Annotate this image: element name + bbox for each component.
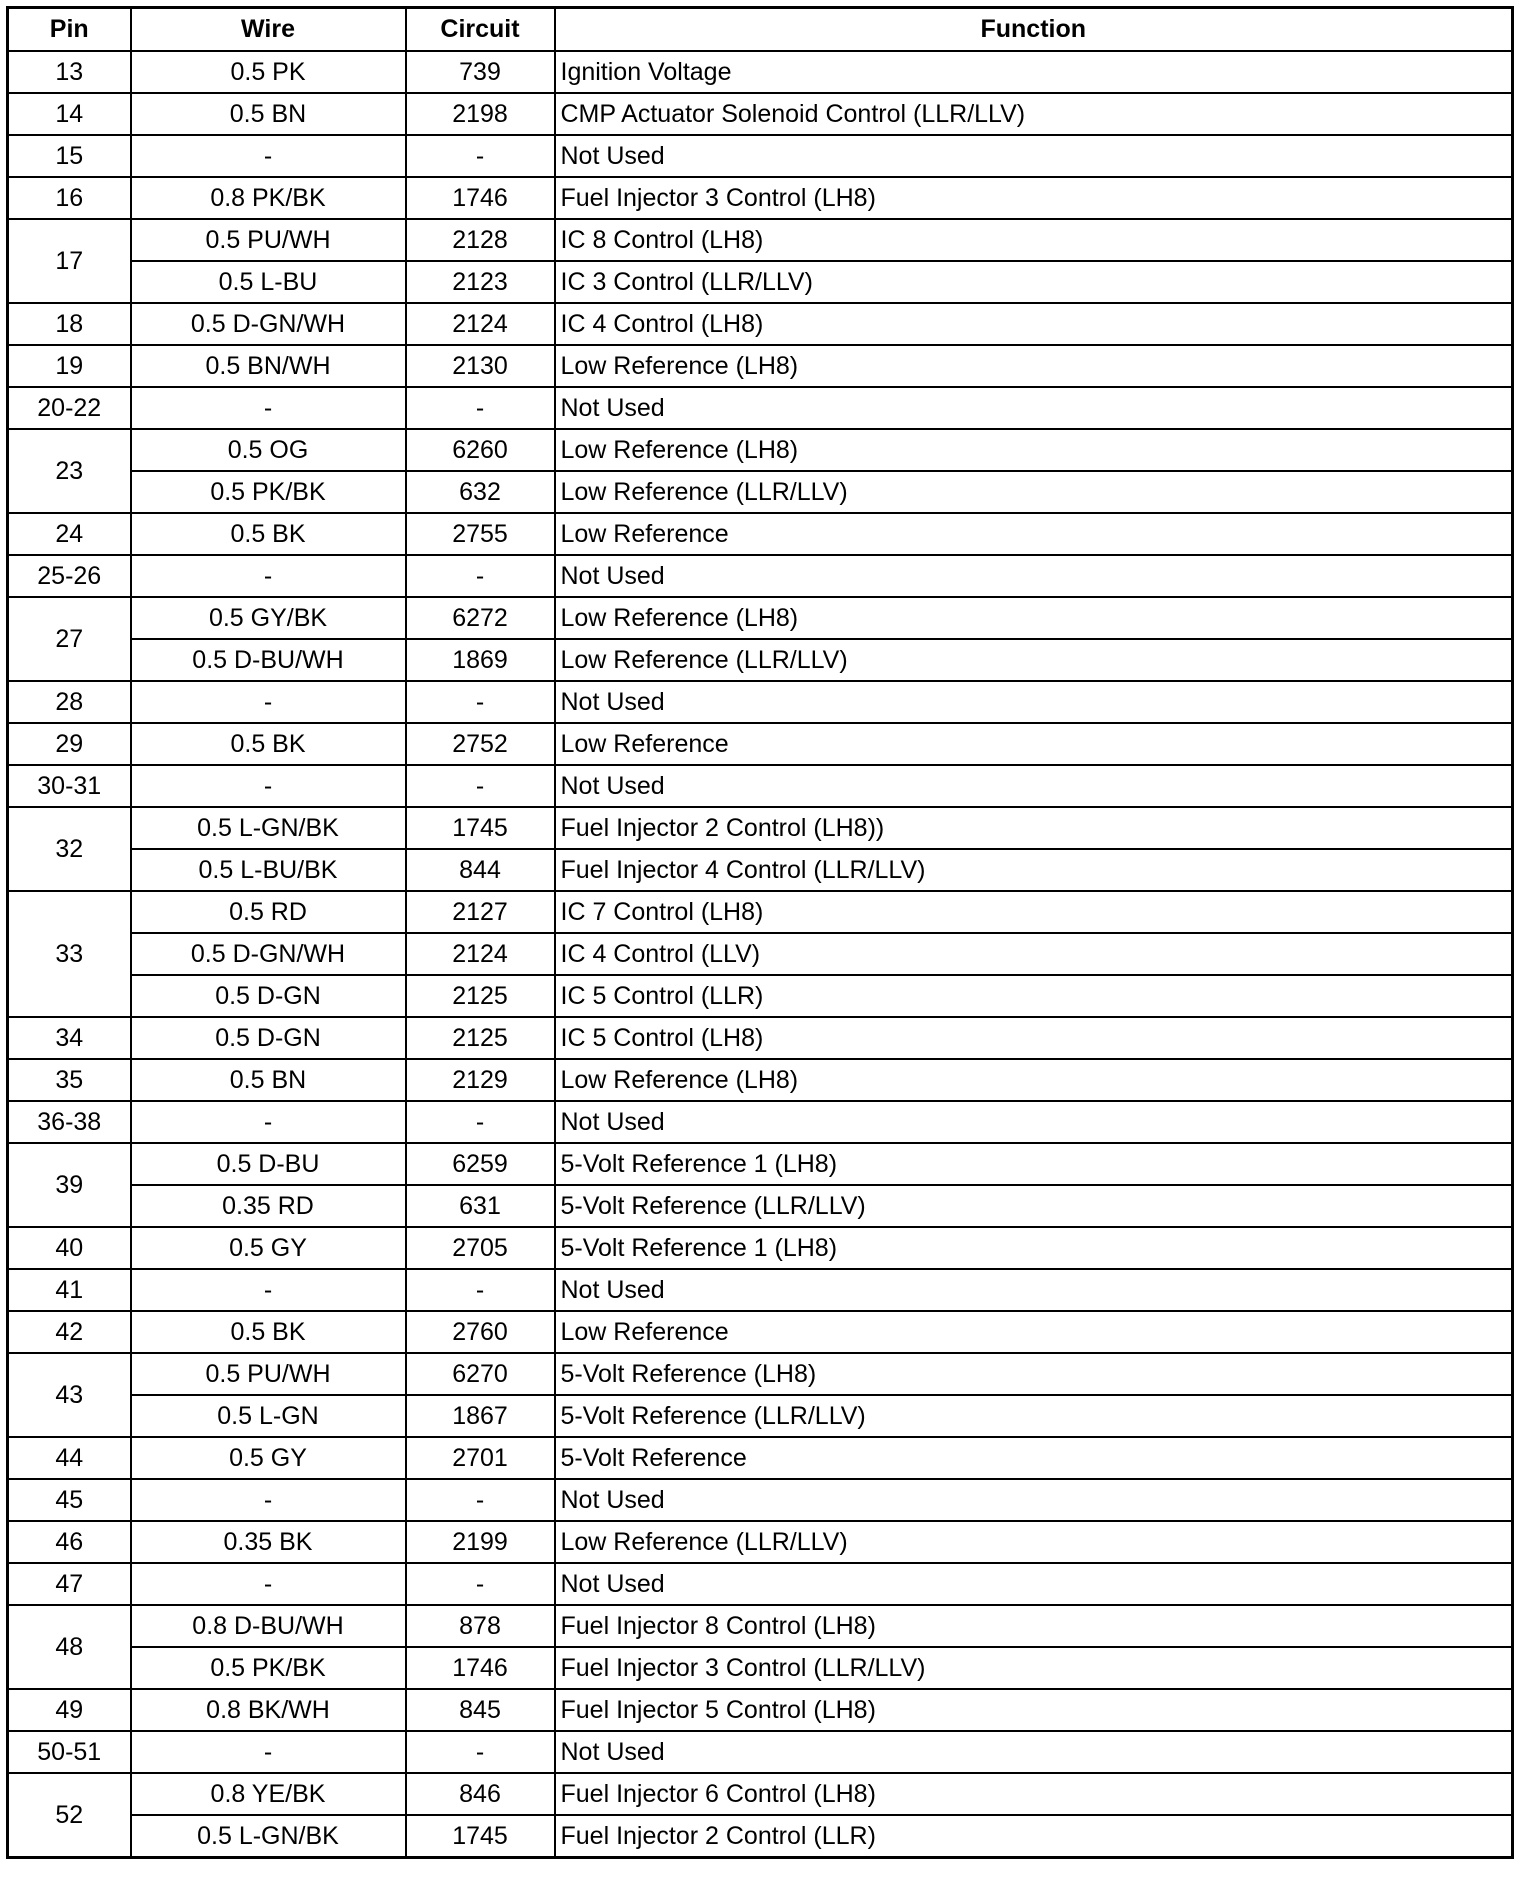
wire-cell: 0.5 L-BU/BK [131, 849, 406, 891]
pin-cell: 29 [8, 723, 131, 765]
circuit-cell: 2124 [406, 303, 555, 345]
circuit-cell: 2127 [406, 891, 555, 933]
circuit-cell: 631 [406, 1185, 555, 1227]
pin-cell: 47 [8, 1563, 131, 1605]
wire-cell: 0.5 BN [131, 1059, 406, 1101]
function-cell: Fuel Injector 6 Control (LH8) [555, 1773, 1513, 1815]
circuit-cell: 2755 [406, 513, 555, 555]
table-row [8, 1647, 1513, 1689]
table-row [8, 639, 1513, 681]
table-row [8, 1731, 1513, 1773]
table-row [8, 597, 1513, 639]
wire-cell: 0.8 YE/BK [131, 1773, 406, 1815]
pin-cell: 42 [8, 1311, 131, 1353]
function-cell: IC 8 Control (LH8) [555, 219, 1513, 261]
wire-cell: 0.5 BK [131, 723, 406, 765]
function-cell: Low Reference (LLR/LLV) [555, 1521, 1513, 1563]
pin-cell: 33 [8, 891, 131, 1017]
wire-cell: 0.5 PK [131, 51, 406, 93]
table-row [8, 1815, 1513, 1858]
circuit-cell: - [406, 1101, 555, 1143]
table-row [8, 891, 1513, 933]
function-cell: Low Reference (LH8) [555, 429, 1513, 471]
wire-cell: 0.5 PK/BK [131, 471, 406, 513]
wire-cell: - [131, 387, 406, 429]
function-cell: 5-Volt Reference [555, 1437, 1513, 1479]
table-row [8, 849, 1513, 891]
function-cell: 5-Volt Reference (LLR/LLV) [555, 1395, 1513, 1437]
circuit-cell: - [406, 555, 555, 597]
function-cell: Low Reference [555, 1311, 1513, 1353]
wire-cell: - [131, 765, 406, 807]
function-cell: Low Reference (LH8) [555, 345, 1513, 387]
pin-cell: 27 [8, 597, 131, 681]
pin-cell: 49 [8, 1689, 131, 1731]
circuit-cell: 6260 [406, 429, 555, 471]
function-cell: Fuel Injector 3 Control (LH8) [555, 177, 1513, 219]
function-cell: Low Reference (LH8) [555, 1059, 1513, 1101]
circuit-cell: 845 [406, 1689, 555, 1731]
pin-cell: 14 [8, 93, 131, 135]
wire-cell: 0.5 BK [131, 1311, 406, 1353]
pin-cell: 25-26 [8, 555, 131, 597]
table-row [8, 1101, 1513, 1143]
wire-cell: - [131, 1269, 406, 1311]
table-row [8, 1689, 1513, 1731]
wire-cell: 0.5 GY [131, 1437, 406, 1479]
circuit-cell: - [406, 1731, 555, 1773]
table-row [8, 1311, 1513, 1353]
circuit-cell: 2128 [406, 219, 555, 261]
table-body [8, 51, 1513, 1858]
table-row [8, 1395, 1513, 1437]
function-cell: CMP Actuator Solenoid Control (LLR/LLV) [555, 93, 1513, 135]
header-row [8, 8, 1513, 52]
pin-cell: 20-22 [8, 387, 131, 429]
function-cell: Not Used [555, 387, 1513, 429]
pin-cell: 16 [8, 177, 131, 219]
function-cell: Fuel Injector 5 Control (LH8) [555, 1689, 1513, 1731]
function-cell: Not Used [555, 765, 1513, 807]
header-pin: Pin [8, 8, 131, 52]
pin-cell: 50-51 [8, 1731, 131, 1773]
circuit-cell: - [406, 765, 555, 807]
wire-cell: 0.5 GY [131, 1227, 406, 1269]
circuit-cell: - [406, 1269, 555, 1311]
pin-cell: 13 [8, 51, 131, 93]
pin-cell: 19 [8, 345, 131, 387]
wire-cell: 0.35 RD [131, 1185, 406, 1227]
pin-cell: 32 [8, 807, 131, 891]
pin-cell: 36-38 [8, 1101, 131, 1143]
pin-cell: 30-31 [8, 765, 131, 807]
circuit-cell: 1867 [406, 1395, 555, 1437]
function-cell: Low Reference (LLR/LLV) [555, 471, 1513, 513]
wire-cell: 0.5 PU/WH [131, 1353, 406, 1395]
function-cell: Not Used [555, 1479, 1513, 1521]
table-row [8, 471, 1513, 513]
wire-cell: 0.5 BN/WH [131, 345, 406, 387]
function-cell: IC 5 Control (LH8) [555, 1017, 1513, 1059]
table-row [8, 1143, 1513, 1185]
wire-cell: - [131, 1479, 406, 1521]
circuit-cell: 846 [406, 1773, 555, 1815]
function-cell: Low Reference (LLR/LLV) [555, 639, 1513, 681]
function-cell: Fuel Injector 8 Control (LH8) [555, 1605, 1513, 1647]
table-row [8, 387, 1513, 429]
wire-cell: 0.5 BK [131, 513, 406, 555]
circuit-cell: 1746 [406, 177, 555, 219]
pin-cell: 41 [8, 1269, 131, 1311]
pin-cell: 18 [8, 303, 131, 345]
function-cell: 5-Volt Reference (LH8) [555, 1353, 1513, 1395]
header-circuit: Circuit [406, 8, 555, 52]
wire-cell: 0.5 D-GN [131, 975, 406, 1017]
table-row [8, 975, 1513, 1017]
pin-cell: 40 [8, 1227, 131, 1269]
header-function: Function [555, 8, 1513, 52]
pin-cell: 43 [8, 1353, 131, 1437]
wire-cell: 0.5 D-BU/WH [131, 639, 406, 681]
table-row [8, 345, 1513, 387]
table-row [8, 513, 1513, 555]
function-cell: Low Reference [555, 723, 1513, 765]
circuit-cell: 2123 [406, 261, 555, 303]
table-row [8, 135, 1513, 177]
wire-cell: - [131, 1101, 406, 1143]
function-cell: IC 3 Control (LLR/LLV) [555, 261, 1513, 303]
wire-cell: 0.8 PK/BK [131, 177, 406, 219]
circuit-cell: 2701 [406, 1437, 555, 1479]
table-row [8, 1059, 1513, 1101]
circuit-cell: 1869 [406, 639, 555, 681]
pin-cell: 46 [8, 1521, 131, 1563]
circuit-cell: 2129 [406, 1059, 555, 1101]
function-cell: Not Used [555, 1731, 1513, 1773]
wire-cell: 0.35 BK [131, 1521, 406, 1563]
pin-table [6, 6, 1514, 1859]
wire-cell: - [131, 1731, 406, 1773]
circuit-cell: - [406, 1479, 555, 1521]
table-row [8, 765, 1513, 807]
circuit-cell: - [406, 1563, 555, 1605]
function-cell: Fuel Injector 2 Control (LH8)) [555, 807, 1513, 849]
table-row [8, 681, 1513, 723]
pin-cell: 52 [8, 1773, 131, 1858]
circuit-cell: 844 [406, 849, 555, 891]
wire-cell: - [131, 681, 406, 723]
circuit-cell: 1745 [406, 807, 555, 849]
circuit-cell: 2760 [406, 1311, 555, 1353]
wire-cell: 0.5 GY/BK [131, 597, 406, 639]
table-row [8, 1437, 1513, 1479]
wire-cell: 0.5 D-BU [131, 1143, 406, 1185]
circuit-cell: - [406, 135, 555, 177]
function-cell: Fuel Injector 3 Control (LLR/LLV) [555, 1647, 1513, 1689]
pin-cell: 34 [8, 1017, 131, 1059]
wire-cell: 0.5 D-GN/WH [131, 303, 406, 345]
function-cell: IC 4 Control (LH8) [555, 303, 1513, 345]
wire-cell: 0.5 PU/WH [131, 219, 406, 261]
wire-cell: 0.5 BN [131, 93, 406, 135]
circuit-cell: 2125 [406, 975, 555, 1017]
header-wire: Wire [131, 8, 406, 52]
function-cell: IC 4 Control (LLV) [555, 933, 1513, 975]
table-row [8, 1269, 1513, 1311]
function-cell: Low Reference (LH8) [555, 597, 1513, 639]
wire-cell: - [131, 555, 406, 597]
function-cell: 5-Volt Reference 1 (LH8) [555, 1143, 1513, 1185]
function-cell: Fuel Injector 4 Control (LLR/LLV) [555, 849, 1513, 891]
wire-cell: 0.5 D-GN/WH [131, 933, 406, 975]
circuit-cell: 6272 [406, 597, 555, 639]
wire-cell: 0.5 L-GN/BK [131, 807, 406, 849]
table-row [8, 219, 1513, 261]
pin-cell: 24 [8, 513, 131, 555]
circuit-cell: 1746 [406, 1647, 555, 1689]
function-cell: Not Used [555, 1101, 1513, 1143]
table-row [8, 1227, 1513, 1269]
wire-cell: 0.8 D-BU/WH [131, 1605, 406, 1647]
table-row [8, 261, 1513, 303]
function-cell: IC 7 Control (LH8) [555, 891, 1513, 933]
pin-cell: 44 [8, 1437, 131, 1479]
circuit-cell: 6259 [406, 1143, 555, 1185]
wire-cell: 0.5 OG [131, 429, 406, 471]
circuit-cell: 2130 [406, 345, 555, 387]
function-cell: Not Used [555, 555, 1513, 597]
wire-cell: - [131, 135, 406, 177]
circuit-cell: 878 [406, 1605, 555, 1647]
circuit-cell: 2199 [406, 1521, 555, 1563]
table-row [8, 1017, 1513, 1059]
circuit-cell: 2752 [406, 723, 555, 765]
function-cell: Not Used [555, 135, 1513, 177]
circuit-cell: 2198 [406, 93, 555, 135]
table-row [8, 723, 1513, 765]
circuit-cell: 1745 [406, 1815, 555, 1858]
pin-cell: 48 [8, 1605, 131, 1689]
circuit-cell: 739 [406, 51, 555, 93]
table-row [8, 555, 1513, 597]
wire-cell: - [131, 1563, 406, 1605]
function-cell: 5-Volt Reference 1 (LH8) [555, 1227, 1513, 1269]
function-cell: Not Used [555, 1563, 1513, 1605]
function-cell: Not Used [555, 1269, 1513, 1311]
pin-cell: 23 [8, 429, 131, 513]
pin-cell: 35 [8, 1059, 131, 1101]
table-row [8, 1521, 1513, 1563]
function-cell: Low Reference [555, 513, 1513, 555]
table-row [8, 1479, 1513, 1521]
circuit-cell: - [406, 387, 555, 429]
circuit-cell: 632 [406, 471, 555, 513]
table-row [8, 807, 1513, 849]
function-cell: IC 5 Control (LLR) [555, 975, 1513, 1017]
table-row [8, 933, 1513, 975]
table-row [8, 429, 1513, 471]
circuit-cell: 6270 [406, 1353, 555, 1395]
table-row [8, 1353, 1513, 1395]
table-row [8, 1605, 1513, 1647]
table-row [8, 177, 1513, 219]
circuit-cell: 2124 [406, 933, 555, 975]
table-row [8, 1773, 1513, 1815]
table-row [8, 303, 1513, 345]
circuit-cell: 2705 [406, 1227, 555, 1269]
wire-cell: 0.8 BK/WH [131, 1689, 406, 1731]
pin-cell: 15 [8, 135, 131, 177]
wire-cell: 0.5 L-GN/BK [131, 1815, 406, 1858]
wire-cell: 0.5 L-GN [131, 1395, 406, 1437]
pin-cell: 45 [8, 1479, 131, 1521]
pin-cell: 17 [8, 219, 131, 303]
wire-cell: 0.5 D-GN [131, 1017, 406, 1059]
table-row [8, 1185, 1513, 1227]
table-row [8, 93, 1513, 135]
pin-cell: 28 [8, 681, 131, 723]
circuit-cell: - [406, 681, 555, 723]
function-cell: Not Used [555, 681, 1513, 723]
function-cell: 5-Volt Reference (LLR/LLV) [555, 1185, 1513, 1227]
wire-cell: 0.5 RD [131, 891, 406, 933]
pin-cell: 39 [8, 1143, 131, 1227]
circuit-cell: 2125 [406, 1017, 555, 1059]
table-row [8, 1563, 1513, 1605]
function-cell: Ignition Voltage [555, 51, 1513, 93]
table-row [8, 51, 1513, 93]
wire-cell: 0.5 L-BU [131, 261, 406, 303]
function-cell: Fuel Injector 2 Control (LLR) [555, 1815, 1513, 1858]
wire-cell: 0.5 PK/BK [131, 1647, 406, 1689]
